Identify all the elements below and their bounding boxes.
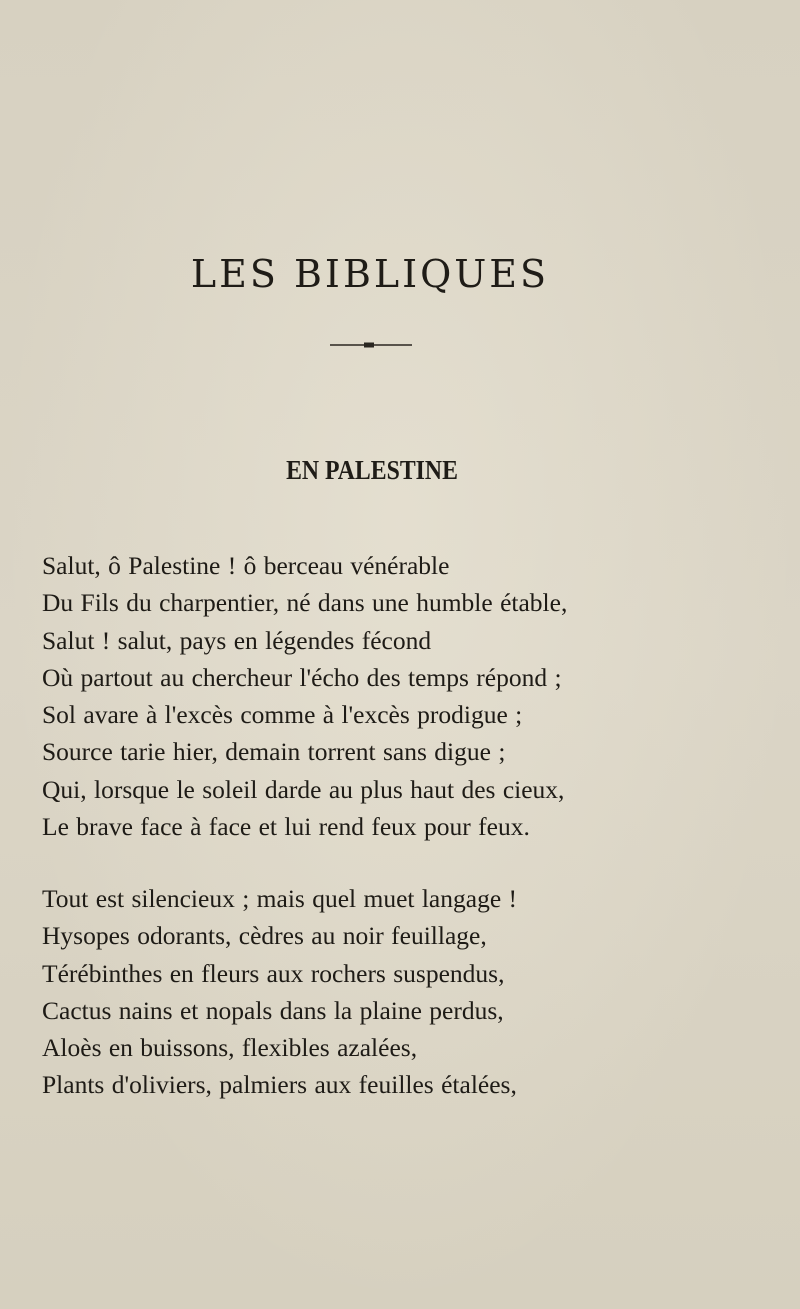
verse-line: Térébinthes en fleurs aux rochers suspendus, [42,958,505,988]
verse-line: Salut, ô Palestine ! ô berceau vénérable [42,551,450,580]
verse-line: Plants d'oliviers, palmiers aux feuilles étalées, [42,1070,517,1100]
stanza-1 [42,547,567,845]
verse-line: Le brave face à face et lui rend feux pour feux. [42,812,530,842]
verse-line: Cactus nains et nopals dans la plaine perdus, [42,995,504,1025]
verse-line: Salut ! salut, pays en légendes fécond [42,625,432,655]
verse-line: Aloès en buissons, flexibles azalées, [42,1033,418,1063]
verse-line: Tout est silencieux ; mais quel muet langage ! [42,884,518,913]
verse-line: Qui, lorsque le soleil darde au plus haut des cieux, [42,774,565,804]
title-ornament [330,341,412,349]
verse-line: Où partout au chercheur l'écho des temps répond ; [42,662,562,692]
poem-title: EN PALESTINE [286,455,458,485]
verse-line: Hysopes odorants, cèdres au noir feuillage, [42,921,487,951]
verse-line: Du Fils du charpentier, né dans une humble étable, [42,588,568,618]
ornament-center-mark [364,343,374,348]
verse-line: Sol avare à l'excès comme à l'excès prodigue ; [42,700,523,730]
verse-line: Source tarie hier, demain torrent sans digue ; [42,737,506,767]
stanza-2 [42,880,517,1104]
section-title: LES BIBLIQUES [190,252,550,296]
